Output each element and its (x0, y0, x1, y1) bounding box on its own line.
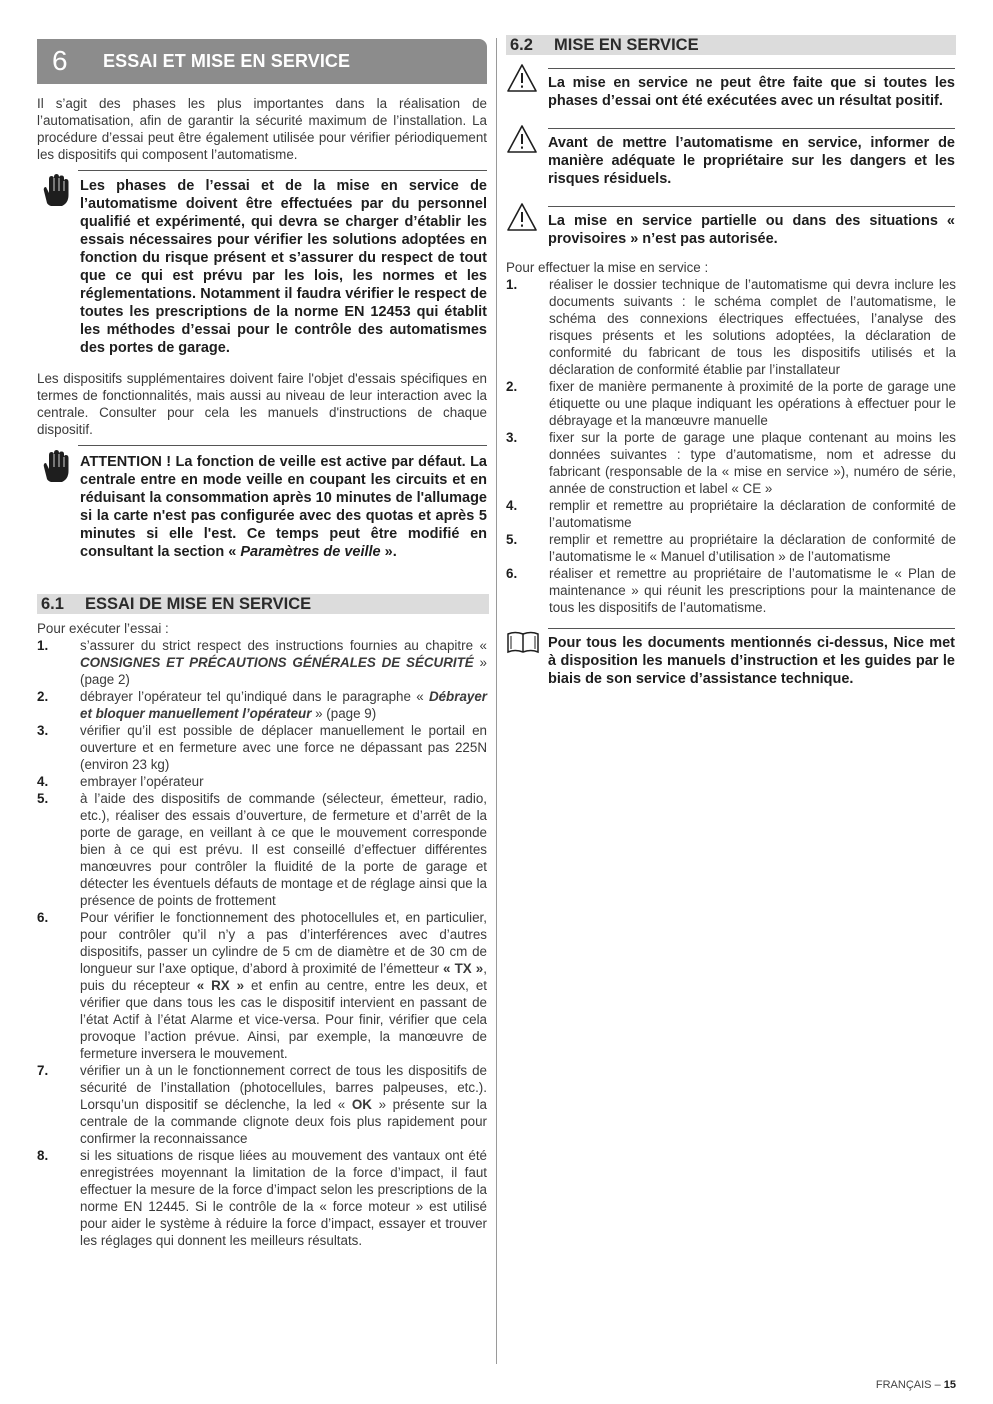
chapter-number: 6 (52, 45, 68, 76)
commissioning-steps-list (506, 276, 956, 616)
hand-stop-icon (40, 449, 70, 488)
list-item: 8. si les situations de risque liées au mouvement des vantaux ont été enregistrées moyennant la limitation de la force d’impact, il faut effectuer la mesure de la force d’impact selon les prescriptions de la norme EN 12445. Si le contrôle de la « force moteur » est utilisé pour aider le système à réduire la force d’impact, essayer et trouver les réglages qui donnent les meilleurs résultats. (37, 1148, 487, 1248)
list-item: 6. Pour vérifier le fonctionnement des photocellules et, en particulier, pour contrôler qu’il n’y a pas d’interférences avec d’autres dispositifs, passer un cylindre de 5 cm de diamètre et de 30 cm de longueur sur l’axe optique, d’abord à proximité de l’émetteur « TX », puis du récepteur « RX » et enfin au centre, entre les deux, et vérifier que dans tous les cas le dispositif intervient en passant de l’état Actif à l’état Alarme et vice-versa. Pour finir, vérifier que cela provoque l’action prévue. Ainsi, par exemple, la manœuvre de fermeture inversera le mouvement. (37, 910, 487, 1061)
list-item: 3. fixer sur la porte de garage une plaque contenant au moins les données suivantes : type d’automatisme, nom et adresse du fabricant (responsable de la « mise en service »), numéro de série, année de construction et label « CE » (506, 430, 956, 496)
column-divider (496, 38, 497, 1364)
list-item: 1. s’assurer du strict respect des instructions fournies au chapitre « CONSIGNES ET PRÉCAUTIONS GÉNÉRALES DE SÉCURITÉ » (page 2) (37, 638, 487, 687)
list-item: 5. remplir et remettre au propriétaire la déclaration de conformité de l’automatisme le « Manuel d’utilisation » de l’automatisme (506, 532, 956, 564)
warning-standby: ATTENTION ! La fonction de veille est active par défaut. La centrale entre en mode veille en coupant les circuits et en réduisant la consommation après 10 minutes de l'allumage si la carte n'est pas configurée avec des quotas et après 5 minutes si elle l'est. Ce temps peut être modifié en consultant la section « Paramètres de veille ». (80, 454, 487, 560)
hand-stop-icon (40, 173, 70, 212)
chapter-header (37, 39, 487, 84)
warning-tests-passed: La mise en service ne peut être faite que si toutes les phases d’essai ont été exécutées avec un résultat positif. (548, 75, 955, 109)
list-item: 6. réaliser et remettre au propriétaire de l’automatisme le « Plan de maintenance » qui réunit les prescriptions pour la maintenance de tous les dispositifs de l’automatisme. (506, 566, 956, 615)
open-book-icon (506, 631, 540, 660)
divider-rule (548, 206, 955, 207)
list-item: 7. vérifier un à un le fonctionnement correct de tous les dispositifs de sécurité de l’installation (photocellules, barres palpeuses, etc.). Lorsqu’un dispositif se déclenche, la led « OK » présente sur la centrale de la commande clignote deux fois plus rapidement pour confirmer la reconnaissance (37, 1063, 487, 1146)
list-item: 2. débrayer l’opérateur tel qu’indiqué dans le paragraphe « Débrayer et bloquer manuellement l’opérateur » (page 9) (37, 689, 487, 721)
chapter-title: ESSAI ET MISE EN SERVICE (103, 51, 351, 71)
section-6-1-header: 6.1 ESSAI DE MISE EN SERVICE (37, 594, 489, 614)
list-item: 5. à l’aide des dispositifs de commande (sélecteur, émetteur, radio, etc.), réaliser des essais d’ouverture, de fermeture et d’arrêt de la porte de garage, en veillant à ce que le mouvement corresponde bien à ce qui est prévu. Il est conseillé d’effectuer différentes manœuvres pour contrôler la fluidité de la porte de garage et détecter les éventuels défauts de montage et de réglage ainsi que la présence de points de frottement (37, 791, 487, 908)
warning-inform-owner: Avant de mettre l’automatisme en service, informer de manière adéquate le propriétaire sur les dangers et les risques résiduels. (548, 135, 955, 187)
additional-devices-paragraph: Les dispositifs supplémentaires doivent faire l'objet d'essais spécifiques en termes de fonctionnalités, mais aussi au niveau de leur interaction avec la centrale. Consulter pour cela les manuels d'instructions de chaque dispositif. (37, 371, 487, 437)
section-6-1-lead: Pour exécuter l’essai : (37, 621, 169, 636)
divider-rule (548, 128, 955, 129)
list-item: 4. embrayer l’opérateur (37, 774, 204, 789)
test-steps-list (37, 637, 487, 1249)
note-nice-documents: Pour tous les documents mentionnés ci-dessus, Nice met à disposition les manuels d’instruction et les guides par le biais de son service d’assistance technique. (548, 635, 955, 687)
warning-triangle-icon (506, 63, 538, 98)
warning-triangle-icon (506, 202, 538, 237)
divider-rule (548, 628, 955, 629)
warning-qualified-personnel: Les phases de l’essai et de la mise en service de l’automatisme doivent être effectuées par du personnel qualifié et expérimenté, qui devra se charger d’établir les essais nécessaires pour vérifier les solutions adoptées en fonction du risque présent et s’assurer du respect de tout que ce qui est prévu par les lois, les normes et les réglementations. Notamment il faudra vérifier le respect de toutes les prescriptions de la norme EN 12453 qui établit les méthodes d’essai pour le contrôle des automatismes des portes de garage. (80, 178, 487, 356)
page-footer: FRANÇAIS – 15 (875, 1379, 956, 1391)
list-item: 1. réaliser le dossier technique de l’automatisme qui devra inclure les documents suivants : le schéma complet de l’automatisme, le schéma des connexions électriques effectuées, l’analyse des risques présents et les solutions adoptées, la déclaration de conformité du fabricant de tous les dispositifs utilisés et la déclaration de conformité établie par l’installateur (506, 277, 956, 377)
list-item: 4. remplir et remettre au propriétaire la déclaration de conformité de l’automatisme (506, 498, 956, 530)
list-item: 2. fixer de manière permanente à proximité de la porte de garage une étiquette ou une plaque indiquant les opérations à effectuer pour le débrayage et la manœuvre manuelle (506, 379, 956, 428)
warning-triangle-icon (506, 124, 538, 159)
section-6-2-lead: Pour effectuer la mise en service : (506, 260, 709, 275)
divider-rule (548, 68, 955, 69)
list-item: 3. vérifier qu’il est possible de déplacer manuellement le portail en ouverture et en fermeture avec une force ne dépassant pas 225N (environ 23 kg) (37, 723, 487, 772)
intro-paragraph: Il s’agit des phases les plus importantes dans la réalisation de l’automatisation, afin de garantir la sécurité maximum de l’installation. La procédure d’essai peut être également utilisée pour vérifier périodiquement les dispositifs qui composent l’automatisme. (37, 96, 487, 162)
section-6-2-header: 6.2 MISE EN SERVICE (506, 35, 956, 55)
warning-partial-commissioning: La mise en service partielle ou dans des situations « provisoires » n’est pas autorisée. (548, 213, 955, 247)
divider-rule (78, 170, 487, 171)
divider-rule (78, 445, 487, 446)
